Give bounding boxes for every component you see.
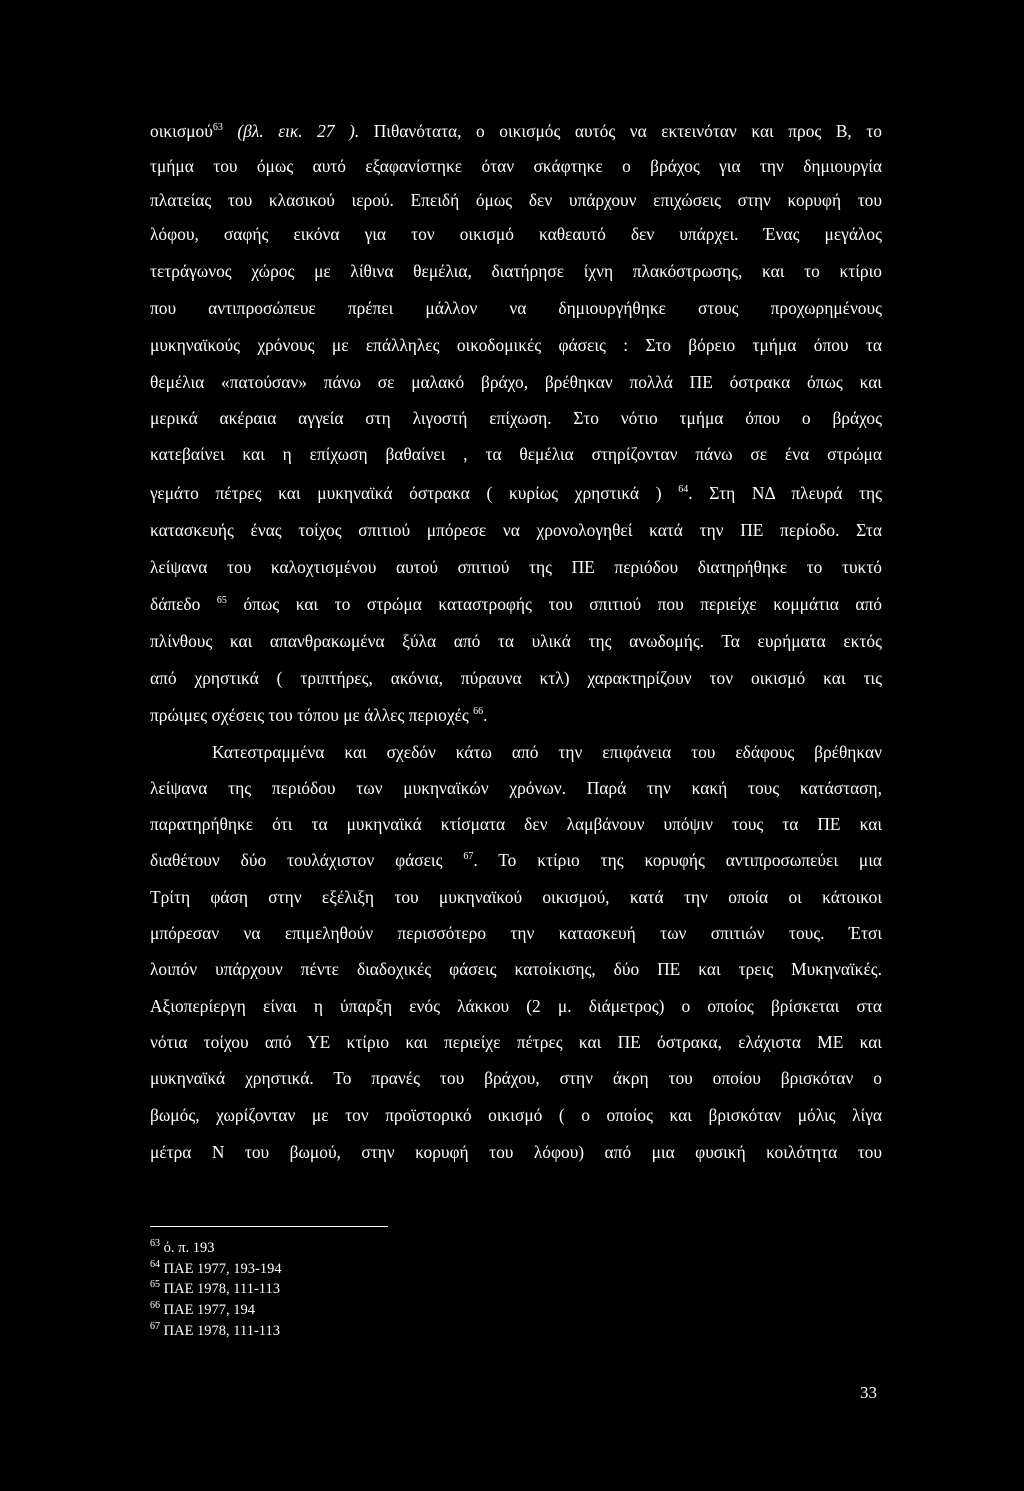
footnote-text: ΠΑΕ 1978, 111-113 bbox=[163, 1281, 281, 1297]
line-text: που αντιπροσώπευε πρέπει μάλλον να δημιουργήθηκε στους προχωρημένους bbox=[150, 298, 882, 318]
body-line bbox=[150, 958, 882, 980]
body-line bbox=[150, 155, 882, 177]
body-line bbox=[150, 777, 882, 799]
body-line bbox=[150, 886, 882, 908]
body-line bbox=[150, 556, 882, 578]
footnote-text: ΠΑΕ 1977, 194 bbox=[163, 1302, 256, 1318]
line-text: παρατηρήθηκε ότι τα μυκηναϊκά κτίσματα δεν λαμβάνουν υπόψιν τους τα ΠΕ και bbox=[150, 814, 882, 834]
body-line bbox=[150, 922, 882, 944]
line-text: μπόρεσαν να επιμεληθούν περισσότερο την κατασκευή των σπιτιών τους. Έτσι bbox=[150, 923, 882, 943]
line-text: τμήμα του όμως αυτό εξαφανίστηκε όταν σκάφτηκε ο βράχος για την δημιουργία bbox=[150, 156, 882, 176]
footnote bbox=[150, 1280, 280, 1298]
footnote-text: ΠΑΕ 1977, 193-194 bbox=[163, 1261, 282, 1277]
footnote bbox=[150, 1301, 255, 1319]
line-text: . Στη ΝΔ πλευρά της bbox=[688, 483, 883, 503]
line-text: . bbox=[483, 705, 488, 725]
footnote bbox=[150, 1260, 282, 1278]
line-text: νότια τοίχου από ΥΕ κτίριο και περιείχε πέτρες και ΠΕ όστρακα, ελάχιστα ΜΕ και bbox=[150, 1032, 882, 1052]
footnote-text: ό. π. 193 bbox=[163, 1240, 215, 1256]
line-text: βωμός, χωρίζονταν με τον προϊστορικό οικισμό ( ο οποίος και βρισκόταν μόλις λίγα bbox=[150, 1105, 882, 1125]
body-line bbox=[150, 371, 882, 393]
footnote-separator bbox=[150, 1226, 388, 1227]
body-line bbox=[150, 704, 882, 726]
footnote-number: 63 bbox=[150, 1238, 160, 1250]
footnote-ref: 63 bbox=[212, 122, 223, 134]
line-text: διαθέτουν δύο τουλάχιστον φάσεις bbox=[150, 850, 464, 870]
line-text: οικισμού bbox=[150, 121, 213, 141]
line-text: λείψανα του καλοχτισμένου αυτού σπιτιού της ΠΕ περιόδου διατηρήθηκε το τυκτό bbox=[150, 557, 882, 577]
line-text: πλατείας του κλασικού ιερού. Επειδή όμως δεν υπάρχουν επιχώσεις στην κορυφή του bbox=[150, 190, 882, 210]
body-line bbox=[150, 667, 882, 689]
body-line bbox=[150, 813, 882, 835]
line-text: Αξιοπερίεργη είναι η ύπαρξη ενός λάκκου (2 μ. διάμετρος) ο οποίος βρίσκεται στα bbox=[150, 996, 882, 1016]
body-line bbox=[150, 995, 882, 1017]
footnote-number: 67 bbox=[150, 1321, 160, 1333]
body-line bbox=[150, 593, 882, 615]
body-line bbox=[212, 741, 882, 763]
line-text: κατεβαίνει και η επίχωση βαθαίνει , τα θεμέλια στηρίζονταν πάνω σε ένα στρώμα bbox=[150, 444, 882, 464]
body-line bbox=[150, 849, 882, 871]
body-line bbox=[150, 120, 882, 142]
body-line bbox=[150, 1031, 882, 1053]
line-text: λόφου, σαφής εικόνα για τον οικισμό καθεαυτό δεν υπάρχει. Ένας μεγάλος bbox=[150, 224, 882, 244]
footnote-number: 65 bbox=[150, 1279, 160, 1291]
page-number: 33 bbox=[860, 1383, 877, 1402]
footnote-ref: 64 bbox=[678, 484, 689, 496]
line-text: κατασκευής ένας τοίχος σπιτιού μπόρεσε να χρονολογηθεί κατά την ΠΕ περίοδο. Στα bbox=[150, 520, 882, 540]
body-line bbox=[150, 1067, 882, 1089]
footnote-ref: 65 bbox=[216, 595, 227, 607]
line-text: πρώιμες σχέσεις του τόπου με άλλες περιοχές bbox=[150, 705, 474, 725]
body-line bbox=[150, 260, 882, 282]
footnote bbox=[150, 1239, 214, 1257]
footnote bbox=[150, 1322, 280, 1340]
body-line bbox=[150, 630, 882, 652]
line-text: πλίνθους και απανθρακωμένα ξύλα από τα υλικά της ανωδομής. Τα ευρήματα εκτός bbox=[150, 631, 882, 651]
body-line bbox=[150, 443, 882, 465]
line-text: λείψανα της περιόδου των μυκηναϊκών χρόνων. Παρά την κακή τους κατάσταση, bbox=[150, 778, 882, 798]
body-line bbox=[150, 407, 882, 429]
body-line bbox=[150, 519, 882, 541]
figure-reference: (βλ. εικ. 27 ). bbox=[222, 121, 360, 141]
line-text: . Το κτίριο της κορυφής αντιπροσωπεύει μια bbox=[473, 850, 883, 870]
line-text: θεμέλια «πατούσαν» πάνω σε μαλακό βράχο, βρέθηκαν πολλά ΠΕ όστρακα όπως και bbox=[150, 372, 882, 392]
line-text: μυκηναϊκά χρηστικά. Το πρανές του βράχου, στην άκρη του οποίου βρισκόταν ο bbox=[150, 1068, 882, 1088]
body-line bbox=[150, 223, 882, 245]
line-text: μέτρα Ν του βωμού, στην κορυφή του λόφου) από μια φυσική κοιλότητα του bbox=[150, 1142, 882, 1162]
line-text: μερικά ακέραια αγγεία στη λιγοστή επίχωση. Στο νότιο τμήμα όπου ο βράχος bbox=[150, 408, 882, 428]
body-line bbox=[150, 334, 882, 356]
line-text: από χρηστικά ( τριπτήρες, ακόνια, πύραυνα κτλ) χαρακτηρίζουν τον οικισμό και τις bbox=[150, 668, 882, 688]
body-line bbox=[150, 297, 882, 319]
line-text: Κατεστραμμένα και σχεδόν κάτω από την επιφάνεια του εδάφους βρέθηκαν bbox=[212, 742, 882, 762]
line-text: τετράγωνος χώρος με λίθινα θεμέλια, διατήρησε ίχνη πλακόστρωσης, και το κτίριο bbox=[150, 261, 882, 281]
footnote-number: 64 bbox=[150, 1259, 160, 1271]
line-text: Τρίτη φάση στην εξέλιξη του μυκηναϊκού οικισμού, κατά την οποία οι κάτοικοι bbox=[150, 887, 882, 907]
body-line bbox=[150, 1141, 882, 1163]
footnote-ref: 66 bbox=[473, 706, 484, 718]
body-line bbox=[150, 189, 882, 211]
footnote-ref: 67 bbox=[463, 851, 474, 863]
line-text: γεμάτο πέτρες και μυκηναϊκά όστρακα ( κυρίως χρηστικά ) bbox=[150, 483, 679, 503]
line-text: όπως και το στρώμα καταστροφής του σπιτιού που περιείχε κομμάτια από bbox=[226, 594, 882, 614]
footnote-text: ΠΑΕ 1978, 111-113 bbox=[163, 1323, 281, 1339]
footnote-number: 66 bbox=[150, 1300, 160, 1312]
line-text: λοιπόν υπάρχουν πέντε διαδοχικές φάσεις κατοίκισης, δύο ΠΕ και τρεις Μυκηναϊκές. bbox=[150, 959, 882, 979]
line-text: δάπεδο bbox=[150, 594, 217, 614]
body-line bbox=[150, 1104, 882, 1126]
line-text: Πιθανότατα, ο οικισμός αυτός να εκτεινόταν και προς Β, το bbox=[359, 121, 882, 141]
body-line bbox=[150, 482, 882, 504]
line-text: μυκηναϊκούς χρόνους με επάλληλες οικοδομικές φάσεις : Στο βόρειο τμήμα όπου τα bbox=[150, 335, 882, 355]
